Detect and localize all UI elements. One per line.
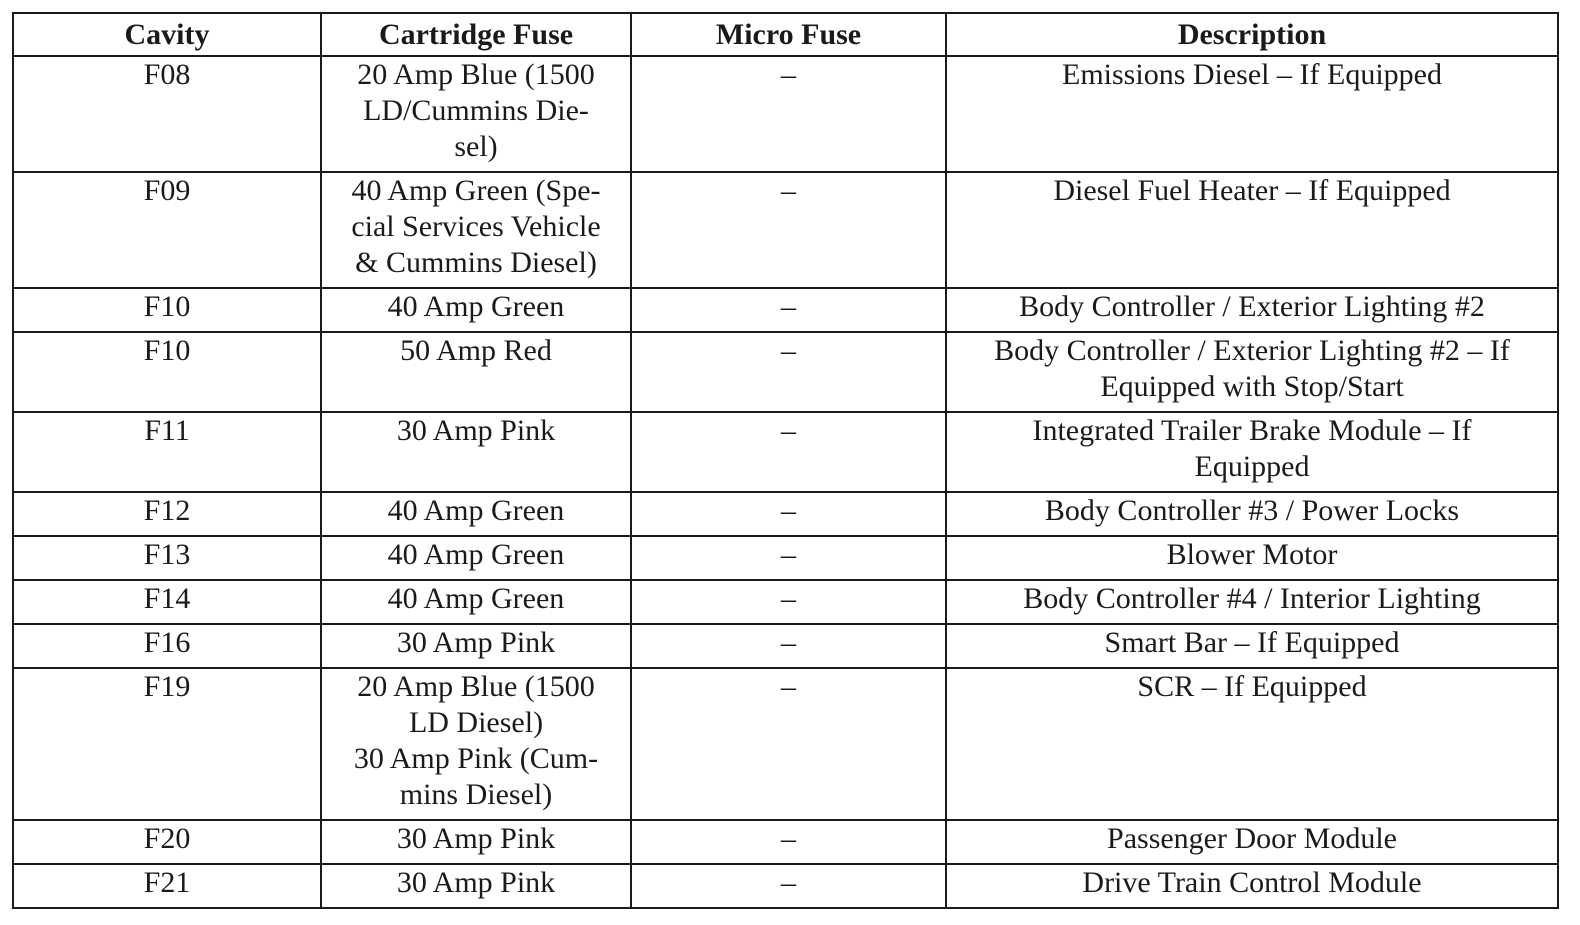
cartridge-fuse-line: 30 Amp Pink	[396, 822, 556, 855]
cell-cavity: F14	[13, 580, 321, 624]
cell-cavity: F09	[13, 172, 321, 288]
cell-description	[946, 536, 1558, 580]
cell-cavity: F19	[13, 668, 321, 820]
cell-micro-fuse: –	[631, 820, 946, 864]
cell-description	[946, 864, 1558, 908]
table-header	[13, 13, 1558, 56]
table-row	[13, 288, 1558, 332]
cell-micro-fuse: –	[631, 332, 946, 412]
cell-micro-fuse: –	[631, 580, 946, 624]
cell-micro-fuse: –	[631, 412, 946, 492]
cartridge-fuse-line: LD/Cummins Die-	[363, 94, 589, 127]
cartridge-fuse-line: 50 Amp Red	[400, 334, 552, 367]
cell-micro-fuse: –	[631, 56, 946, 172]
cartridge-fuse-line: 40 Amp Green	[387, 538, 565, 571]
description-line: Equipped	[1194, 450, 1310, 483]
table-body	[13, 56, 1558, 908]
cell-cavity: F12	[13, 492, 321, 536]
cell-micro-fuse: –	[631, 668, 946, 820]
header-row	[13, 13, 1558, 56]
cell-cavity: F21	[13, 864, 321, 908]
fuse-table	[12, 12, 1559, 909]
description-line: Body Controller #3 / Power Locks	[1044, 494, 1460, 527]
header-description: Description	[946, 13, 1558, 56]
cell-cartridge-fuse	[321, 864, 631, 908]
cartridge-fuse-line: 40 Amp Green	[387, 290, 565, 323]
cell-cartridge-fuse	[321, 820, 631, 864]
cell-description	[946, 624, 1558, 668]
cell-cartridge-fuse	[321, 668, 631, 820]
cell-cavity: F11	[13, 412, 321, 492]
cell-cartridge-fuse	[321, 56, 631, 172]
cartridge-fuse-line: 30 Amp Pink	[396, 866, 556, 899]
cell-cavity: F20	[13, 820, 321, 864]
table-row	[13, 56, 1558, 172]
cell-cavity: F10	[13, 332, 321, 412]
description-line: Passenger Door Module	[1107, 822, 1397, 855]
cartridge-fuse-line: LD Diesel)	[408, 706, 544, 739]
cell-micro-fuse: –	[631, 536, 946, 580]
cartridge-fuse-line: & Cummins Diesel)	[355, 246, 597, 279]
cartridge-fuse-line: 40 Amp Green	[387, 582, 565, 615]
cell-cartridge-fuse	[321, 288, 631, 332]
description-line: Equipped with Stop/Start	[1100, 370, 1404, 403]
cell-cavity: F13	[13, 536, 321, 580]
description-line: Body Controller #4 / Interior Lighting	[1023, 582, 1481, 615]
table-row	[13, 332, 1558, 412]
description-line: SCR – If Equipped	[1137, 670, 1367, 703]
cell-description	[946, 172, 1558, 288]
cartridge-fuse-line: sel)	[454, 130, 498, 163]
cell-description	[946, 412, 1558, 492]
cell-micro-fuse: –	[631, 288, 946, 332]
description-line: Smart Bar – If Equipped	[1104, 626, 1400, 659]
cartridge-fuse-line: 30 Amp Pink (Cum-	[353, 742, 599, 775]
cell-cartridge-fuse	[321, 492, 631, 536]
cartridge-fuse-line: 20 Amp Blue (1500	[357, 58, 595, 91]
table-row	[13, 536, 1558, 580]
table-row	[13, 492, 1558, 536]
cell-cartridge-fuse	[321, 172, 631, 288]
cell-description	[946, 492, 1558, 536]
cell-description	[946, 820, 1558, 864]
cartridge-fuse-line: 30 Amp Pink	[396, 414, 556, 447]
cell-cartridge-fuse	[321, 536, 631, 580]
table-row	[13, 820, 1558, 864]
cell-cartridge-fuse	[321, 624, 631, 668]
cell-description	[946, 668, 1558, 820]
description-line: Emissions Diesel – If Equipped	[1062, 58, 1442, 91]
description-line: Body Controller / Exterior Lighting #2 – If	[994, 334, 1510, 367]
cell-micro-fuse: –	[631, 864, 946, 908]
cell-description	[946, 332, 1558, 412]
description-line: Diesel Fuel Heater – If Equipped	[1053, 174, 1451, 207]
header-cavity: Cavity	[13, 13, 321, 56]
cartridge-fuse-line: 30 Amp Pink	[396, 626, 556, 659]
cell-description	[946, 288, 1558, 332]
cell-cartridge-fuse	[321, 332, 631, 412]
table-row	[13, 864, 1558, 908]
cell-description	[946, 56, 1558, 172]
cartridge-fuse-line: 20 Amp Blue (1500	[357, 670, 595, 703]
cell-cavity: F10	[13, 288, 321, 332]
description-line: Body Controller / Exterior Lighting #2	[1019, 290, 1485, 323]
description-line: Integrated Trailer Brake Module – If	[1032, 414, 1472, 447]
cell-cavity: F16	[13, 624, 321, 668]
cell-micro-fuse: –	[631, 624, 946, 668]
cartridge-fuse-line: 40 Amp Green	[387, 494, 565, 527]
cell-micro-fuse: –	[631, 172, 946, 288]
header-cartridge-fuse: Cartridge Fuse	[321, 13, 631, 56]
cartridge-fuse-line: mins Diesel)	[399, 778, 553, 811]
table-row	[13, 172, 1558, 288]
header-micro-fuse: Micro Fuse	[631, 13, 946, 56]
description-line: Drive Train Control Module	[1082, 866, 1422, 899]
description-line: Blower Motor	[1166, 538, 1338, 571]
table-row	[13, 668, 1558, 820]
table-row	[13, 624, 1558, 668]
cartridge-fuse-line: 40 Amp Green (Spe-	[351, 174, 601, 207]
table-row	[13, 412, 1558, 492]
cell-cartridge-fuse	[321, 412, 631, 492]
cell-micro-fuse: –	[631, 492, 946, 536]
cell-description	[946, 580, 1558, 624]
cartridge-fuse-line: cial Services Vehicle	[351, 210, 601, 243]
table-row	[13, 580, 1558, 624]
cell-cavity: F08	[13, 56, 321, 172]
cell-cartridge-fuse	[321, 580, 631, 624]
